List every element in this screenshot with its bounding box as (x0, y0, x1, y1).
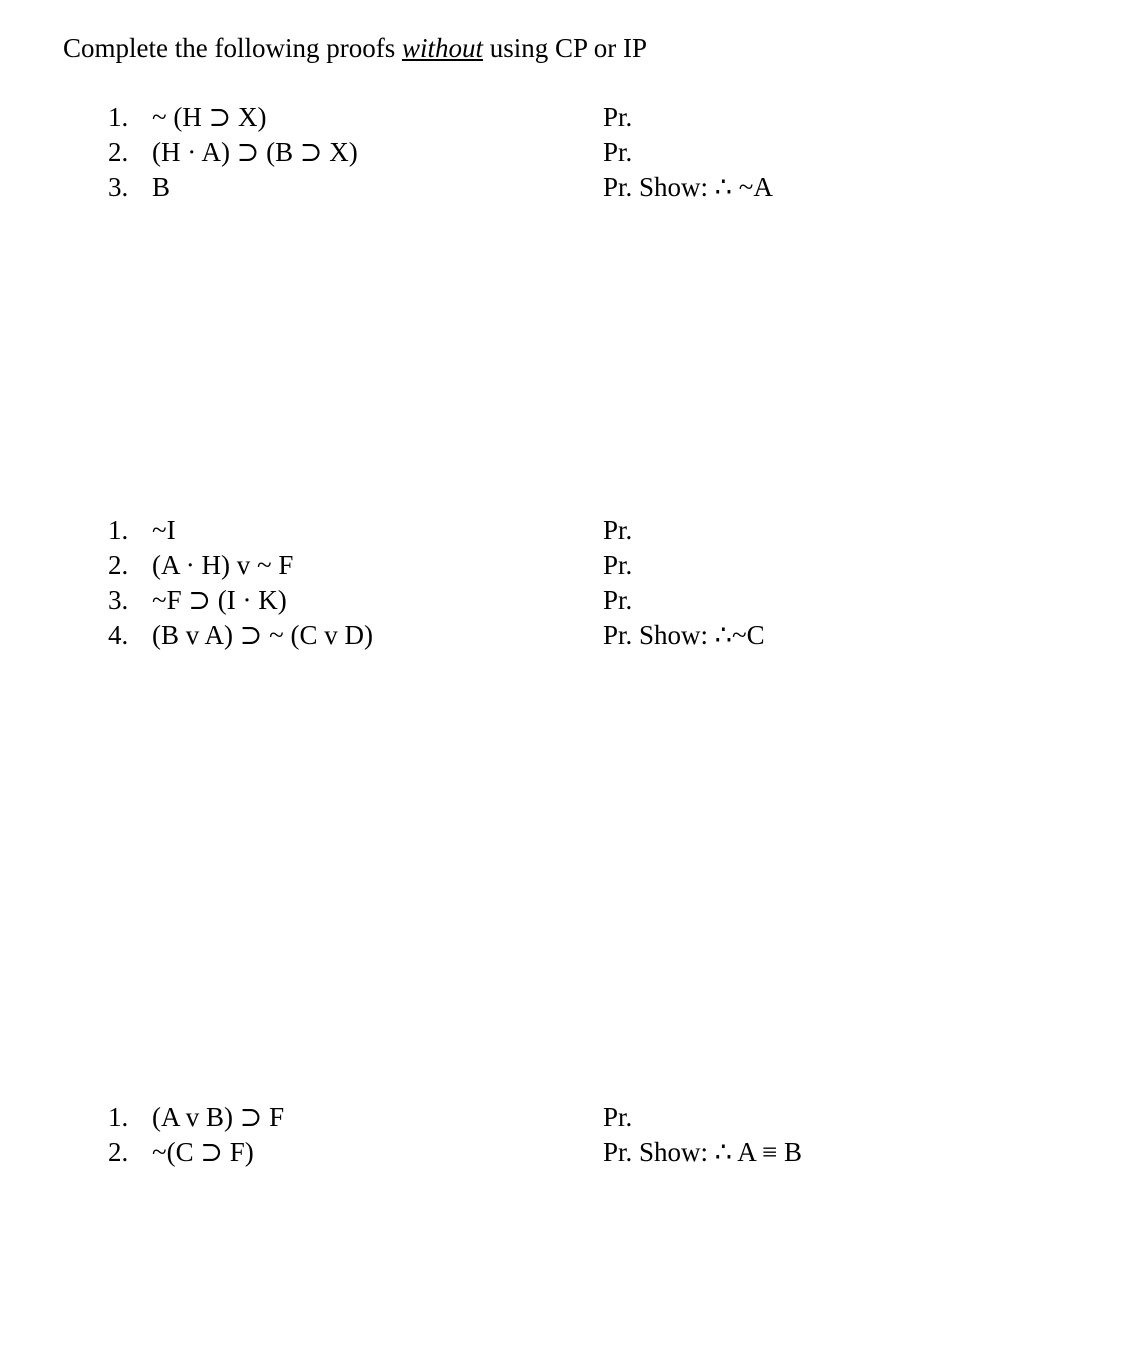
line-formula: ~F ⊃ (I · K) (152, 585, 287, 615)
proof-line (0, 548, 1129, 583)
line-justification: Pr. (603, 137, 633, 167)
instruction-heading (63, 30, 647, 66)
line-justification: Pr. (603, 550, 633, 580)
proof-line (0, 618, 1129, 653)
line-number: 1. (108, 102, 129, 132)
line-formula: (H · A) ⊃ (B ⊃ X) (152, 137, 358, 167)
line-formula: (A v B) ⊃ F (152, 1102, 285, 1132)
line-number: 4. (108, 620, 129, 650)
proof-line (0, 135, 1129, 170)
line-justification: Pr. Show: ∴ A ≡ B (603, 1137, 802, 1167)
proof-line (0, 583, 1129, 618)
line-formula: ~ (H ⊃ X) (152, 102, 267, 132)
line-number: 2. (108, 1137, 129, 1167)
line-number: 1. (108, 1102, 129, 1132)
proof-line (0, 513, 1129, 548)
proof-line (0, 100, 1129, 135)
line-formula: ~I (152, 515, 176, 545)
line-justification: Pr. (603, 515, 633, 545)
line-number: 2. (108, 137, 129, 167)
line-justification: Pr. Show: ∴~C (603, 620, 765, 650)
line-formula: B (152, 172, 171, 202)
line-justification: Pr. (603, 1102, 633, 1132)
proof-2 (0, 513, 1129, 653)
line-formula: (B v A) ⊃ ~ (C v D) (152, 620, 373, 650)
line-formula: ~(C ⊃ F) (152, 1137, 254, 1167)
instruction-text-before: Complete the following proofs (63, 33, 402, 63)
line-number: 1. (108, 515, 129, 545)
instruction-emphasis: without (401, 33, 483, 63)
proof-line (0, 1100, 1129, 1135)
line-number: 3. (108, 172, 129, 202)
line-number: 3. (108, 585, 129, 615)
instruction-text-after: using CP or IP (482, 33, 647, 63)
line-formula: (A · H) v ~ F (152, 550, 294, 580)
proof-3 (0, 1100, 1129, 1170)
proof-line (0, 1135, 1129, 1170)
line-justification: Pr. (603, 102, 633, 132)
proof-1 (0, 100, 1129, 205)
proof-line (0, 170, 1129, 205)
line-justification: Pr. Show: ∴ ~A (603, 172, 773, 202)
line-justification: Pr. (603, 585, 633, 615)
line-number: 2. (108, 550, 129, 580)
